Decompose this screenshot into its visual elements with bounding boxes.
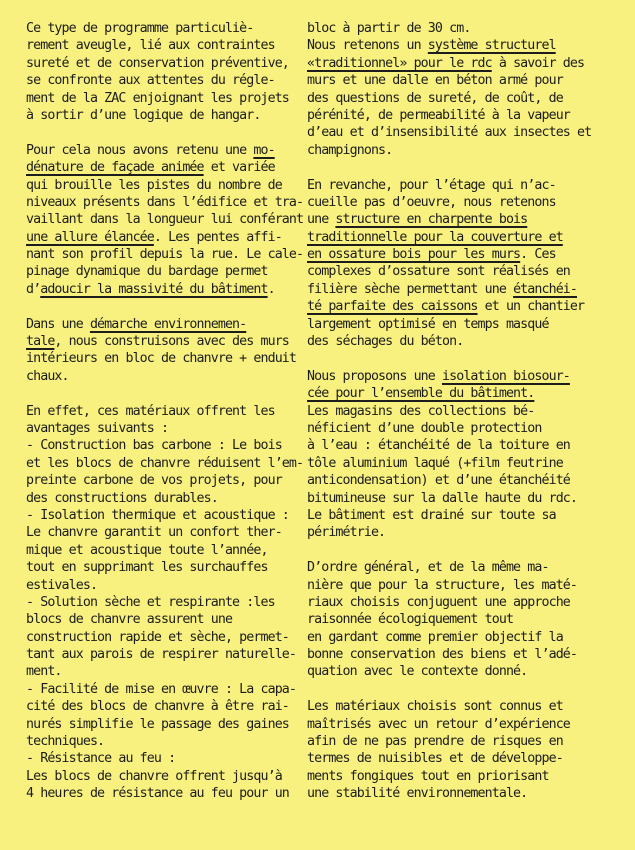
text-segment: En effet, ces matériaux offrent les (26, 403, 275, 419)
text-segment: vaillant dans la longueur lui conférant (26, 212, 304, 228)
text-line (307, 55, 585, 72)
underlined-phrase: une allure élancée (26, 229, 154, 245)
text-segment: ment de la ZAC enjoignant les projets (26, 90, 289, 106)
text-segment: D’ordre général, et de la même ma- (307, 560, 549, 576)
text-segment: se confronte aux attentes du régle- (26, 73, 275, 89)
text-line (26, 333, 306, 350)
text-segment: d’ (26, 281, 41, 297)
text-line (307, 490, 582, 507)
text-segment: 4 heures de résistance au feu pour un (26, 786, 289, 802)
text-segment: maîtrisés avec un retour d’expérience (307, 716, 570, 732)
text-line (26, 316, 306, 333)
text-segment: - Construction bas carbone : Le bois (26, 438, 282, 454)
text-segment: quation avec le contexte donné. (307, 664, 528, 680)
text-segment: mique et acoustique toute l’année, (26, 542, 268, 558)
text-line (307, 72, 582, 89)
text-line (26, 594, 306, 611)
text-segment: largement optimisé en temps masqué (307, 316, 549, 332)
text-line (307, 263, 582, 280)
text-segment: pérénité, de permeabilité à la vapeur (307, 107, 570, 123)
text-segment: bonne conservation des biens et l’adé- (307, 647, 578, 663)
text-segment: en gardant comme premier objectif la (307, 629, 563, 645)
text-line (26, 229, 306, 246)
text-line (26, 455, 306, 472)
text-line (307, 733, 582, 750)
left-text-column (26, 20, 306, 803)
text-line (307, 577, 582, 594)
paragraph-gap (307, 159, 582, 176)
underlined-phrase: mo- (253, 142, 275, 158)
text-segment: niveaux présents dans l’édifice et tra- (26, 194, 304, 210)
text-line (307, 559, 582, 576)
underlined-phrase: traditionnelle pour la couverture et (307, 229, 563, 245)
text-segment: des constructions durables. (26, 490, 218, 506)
text-line (26, 194, 306, 211)
text-segment: - Facilité de mise en œuvre : La capa- (26, 681, 297, 697)
text-segment: des séchages du béton. (307, 334, 464, 350)
text-line (26, 490, 306, 507)
text-line (307, 124, 592, 141)
text-segment: afin de ne pas prendre de risques en (307, 734, 563, 750)
text-segment: néficient d’une double protection (307, 420, 542, 436)
text-segment: ments fongiques tout en priorisant (307, 768, 549, 784)
text-segment: construction rapide et sèche, permet- (26, 629, 289, 645)
underlined-phrase: té parfaite des caissons (307, 299, 478, 315)
text-line (26, 646, 306, 663)
text-line (307, 90, 582, 107)
text-line (26, 246, 306, 263)
text-line (26, 107, 306, 124)
text-line (307, 298, 585, 315)
text-segment: termes de nuisibles et de développe- (307, 751, 563, 767)
text-segment: Pour cela nous avons retenu une (26, 142, 254, 158)
text-line (307, 281, 582, 298)
text-segment: , nous construisons avec des murs (54, 334, 289, 350)
text-segment: d’eau et d’insensibilité aux insectes et (307, 125, 592, 141)
text-segment: - Solution sèche et respirante :les (26, 594, 275, 610)
text-segment: Dans une (26, 316, 90, 332)
text-line (26, 472, 306, 489)
text-segment: Le bâtiment est drainé sur toute sa (307, 507, 556, 523)
underlined-phrase: structure en charpente bois (335, 212, 528, 228)
text-line (26, 629, 306, 646)
text-segment: cité des blocs de chanvre à être rai- (26, 699, 289, 715)
text-segment: tant aux parois de respirer naturelle- (26, 647, 297, 663)
text-line (26, 177, 306, 194)
text-line (307, 768, 582, 785)
paragraph-gap (26, 298, 306, 315)
text-line (307, 142, 582, 159)
text-segment: nant son profil depuis la rue. Le cale- (26, 247, 304, 263)
text-segment: murs et une dalle en béton armé pour (307, 73, 563, 89)
text-line (307, 455, 582, 472)
text-line (26, 403, 306, 420)
text-line (26, 507, 306, 524)
text-line (307, 385, 582, 402)
text-segment: et variée (203, 160, 275, 176)
text-segment: à savoir des (491, 55, 585, 71)
text-line (307, 37, 582, 54)
text-segment: preinte carbone de vos projets, pour (26, 473, 282, 489)
text-segment: intérieurs en bloc de chanvre + enduit (26, 351, 297, 367)
text-line (307, 750, 582, 767)
text-line (307, 246, 582, 263)
text-line (307, 368, 582, 385)
text-segment: et un chantier (477, 299, 585, 315)
text-segment: riaux choisis conjuguent une approche (307, 594, 570, 610)
text-segment: à l’eau : étanchéité de la toiture en (307, 438, 570, 454)
text-line (26, 768, 306, 785)
text-segment: . (267, 281, 275, 297)
text-segment: Le chanvre garantit un confort ther- (26, 525, 282, 541)
text-line (26, 611, 306, 628)
text-line (26, 663, 306, 680)
text-line (26, 733, 306, 750)
text-segment: Les blocs de chanvre offrent jusqu’à (26, 768, 282, 784)
text-segment: chaux. (26, 368, 69, 384)
text-line (307, 403, 582, 420)
text-line (26, 577, 306, 594)
text-line (307, 316, 582, 333)
text-segment: blocs de chanvre assurent une (26, 612, 233, 628)
underlined-phrase: dénature de façade animée (26, 160, 204, 176)
text-line (26, 281, 306, 298)
underlined-phrase: «traditionnel» pour le rdc (307, 55, 492, 71)
text-segment: bitumineuse sur la dalle haute du rdc. (307, 490, 578, 506)
text-line (307, 194, 582, 211)
paragraph-gap (307, 542, 582, 559)
text-segment: à sortir d’une logique de hangar. (26, 107, 261, 123)
text-line (26, 750, 306, 767)
text-segment: anticondensation) et d’une étanchéité (307, 473, 570, 489)
text-segment: tout en supprimant les surchauffes (26, 560, 268, 576)
text-line (26, 542, 306, 559)
text-segment: nurés simplifie le passage des gaines (26, 716, 289, 732)
text-line (26, 37, 306, 54)
text-line (26, 437, 306, 454)
text-line (307, 229, 582, 246)
text-line (26, 55, 306, 72)
text-segment: En revanche, pour l’étage qui n’ac- (307, 177, 556, 193)
underlined-phrase: en ossature bois pour les murs (307, 247, 521, 263)
text-line (26, 211, 306, 228)
text-segment: qui brouille les pistes du nombre de (26, 177, 282, 193)
text-line (26, 142, 306, 159)
text-segment: et les blocs de chanvre réduisent l’em- (26, 455, 304, 471)
text-segment: - Isolation thermique et acoustique : (26, 507, 289, 523)
text-line (307, 663, 582, 680)
text-segment: tôle aluminium laqué (+film feutrine (307, 455, 563, 471)
text-segment: Les matériaux choisis sont connus et (307, 699, 563, 715)
text-line (26, 263, 306, 280)
underlined-phrase: isolation biosour- (442, 368, 570, 384)
text-line (26, 681, 306, 698)
text-line (307, 629, 582, 646)
text-segment: Nous proposons une (307, 368, 443, 384)
underlined-phrase: tale (26, 334, 55, 350)
text-line (26, 72, 306, 89)
text-line (307, 420, 582, 437)
text-line (26, 698, 306, 715)
text-segment: pinage dynamique du bardage permet (26, 264, 268, 280)
text-line (26, 420, 306, 437)
text-segment: bloc à partir de 30 cm. (307, 21, 471, 36)
text-segment: filière sèche permettant une (307, 281, 514, 297)
text-line (307, 107, 582, 124)
text-line (307, 211, 582, 228)
text-segment: . Les pentes affi- (153, 229, 282, 245)
text-line (307, 646, 582, 663)
paragraph-gap (26, 124, 306, 141)
paragraph-gap (307, 681, 582, 698)
text-line (26, 20, 306, 37)
text-line (26, 90, 306, 107)
underlined-phrase: cée pour l’ensemble du bâtiment. (307, 386, 535, 402)
underlined-phrase: démarche environnemen- (89, 316, 247, 332)
text-segment: Ce type de programme particuliè- (26, 21, 254, 36)
text-segment: sureté et de conservation préventive, (26, 55, 289, 71)
text-segment: périmétrie. (307, 525, 386, 541)
text-segment: estivales. (26, 577, 98, 593)
text-line (26, 559, 306, 576)
text-segment: nière que pour la structure, les maté- (307, 577, 578, 593)
paragraph-gap (26, 385, 306, 402)
text-line (26, 350, 306, 367)
text-segment: cueille pas d’oeuvre, nous retenons (307, 194, 556, 210)
underlined-phrase: adoucir la massivité du bâtiment (40, 281, 268, 297)
text-segment: raisonnée écologiquement tout (307, 612, 514, 628)
text-line (307, 472, 582, 489)
text-line (26, 368, 306, 385)
text-line (307, 507, 582, 524)
right-text-column (307, 20, 592, 803)
text-segment: . Ces (520, 247, 556, 263)
underlined-phrase: système structurel (427, 38, 556, 54)
text-segment: une stabilité environnementale. (307, 786, 528, 802)
text-line (307, 785, 582, 802)
text-segment: complexes d’ossature sont réalisés en (307, 264, 570, 280)
text-line (307, 698, 582, 715)
text-line (307, 437, 582, 454)
text-line (307, 333, 582, 350)
text-segment: avantages suivants : (26, 420, 169, 436)
text-line (26, 159, 306, 176)
text-line (26, 785, 306, 802)
text-line (307, 594, 582, 611)
text-segment: des questions de sureté, de coût, de (307, 90, 563, 106)
text-line (26, 524, 306, 541)
underlined-phrase: étanchéi- (513, 281, 578, 297)
text-line (307, 20, 582, 37)
text-segment: techniques. (26, 734, 105, 750)
text-line (307, 716, 582, 733)
text-segment: ment. (26, 664, 62, 680)
text-segment: - Résistance au feu : (26, 751, 176, 767)
text-line (307, 177, 582, 194)
text-segment: champignons. (307, 142, 393, 158)
text-segment: une (307, 212, 336, 228)
text-line (307, 611, 582, 628)
paragraph-gap (307, 350, 582, 367)
text-segment: rement aveugle, lié aux contraintes (26, 38, 275, 54)
text-line (307, 524, 582, 541)
text-segment: Nous retenons un (307, 38, 428, 54)
text-line (26, 716, 306, 733)
text-segment: Les magasins des collections bé- (307, 403, 535, 419)
